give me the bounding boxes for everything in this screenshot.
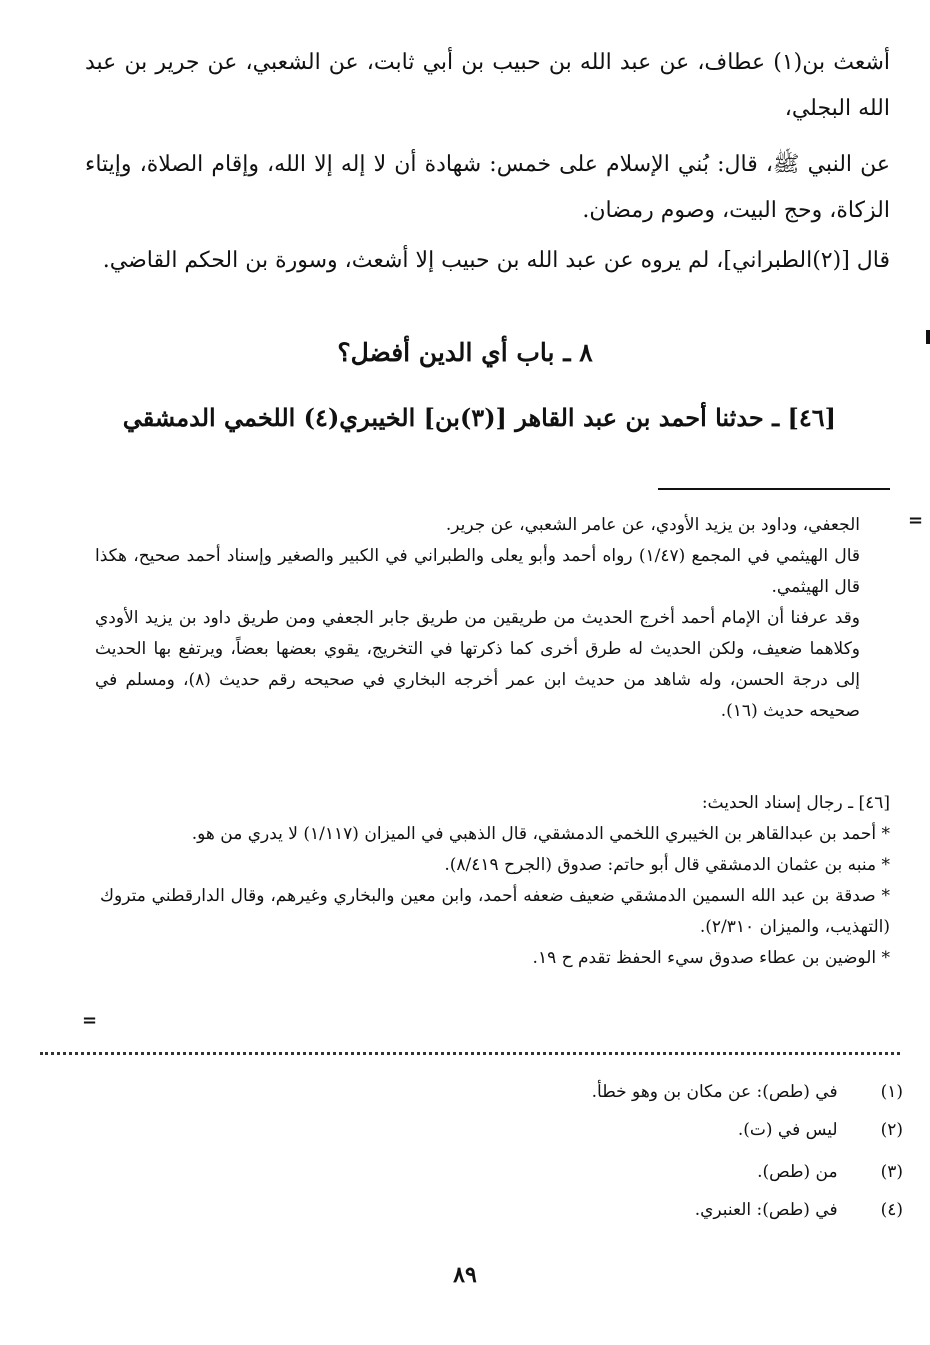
continuation-marker: = bbox=[908, 510, 924, 531]
main-paragraph-3: قال [(٢)الطبراني]، لم يروه عن عبد الله بن حبيب إلا أشعث، وسورة بن الحكم القاضي. bbox=[102, 248, 890, 273]
footnote-number: (٢) bbox=[880, 1120, 903, 1140]
footnote bbox=[303, 1120, 903, 1140]
footnote-text: في (طص): العنبري. bbox=[694, 1200, 838, 1220]
hadith-opening: [٤٦] ـ حدثنا أحمد بن عبد القاهر [(٣)بن] الخيبري(٤) اللخمي الدمشقي bbox=[122, 403, 836, 432]
narrator-item: * الوضين بن عطاء صدوق سيء الحفظ تقدم ح ١٩. bbox=[532, 948, 890, 968]
narrator-item: * أحمد بن عبدالقاهر بن الخيبري اللخمي الدمشقي، قال الذهبي في الميزان (١/١١٧) لا يدري من هو. bbox=[191, 824, 890, 844]
commentary-block bbox=[95, 510, 860, 727]
footnote-text: من (طص). bbox=[757, 1162, 838, 1182]
footnote-number: (٣) bbox=[880, 1162, 903, 1182]
commentary-line: وقد عرفنا أن الإمام أحمد أخرج الحديث من طريقين من طريق جابر الجعفي ومن طريق داود بن يزيد الأودي وكلاهما ضعيف، ولكن الحديث له طرق أخرى كما ذكرتها في التخريج، يقوي بعضها بعضاً، ويرتفع بها الحديث إلى درجة الحسن، وله شاهد من حديث ابن عمر أخرجه البخاري في صحيحه رقم حديث (٨)، ومسلم في صحيحه حديث (١٦). bbox=[95, 608, 860, 721]
page-number: ٨٩ bbox=[453, 1262, 477, 1288]
continuation-marker: = bbox=[82, 1010, 98, 1031]
footnote-text: في (طص): عن مكان بن وهو خطأ. bbox=[591, 1082, 838, 1102]
footnote bbox=[303, 1200, 903, 1220]
footnote-divider bbox=[40, 1052, 900, 1055]
commentary-line: قال الهيثمي في المجمع (١/٤٧) رواه أحمد وأبو يعلى والطبراني في الكبير والصغير وإسناد أحمد صحيح، هكذا قال الهيثمي. bbox=[95, 546, 860, 597]
footnote-number: (٤) bbox=[880, 1200, 903, 1220]
chapter-heading: ٨ ـ باب أي الدين أفضل؟ bbox=[337, 338, 593, 367]
footnote-number: (١) bbox=[880, 1082, 903, 1102]
narrators-block bbox=[100, 788, 890, 974]
narrator-item: * صدقة بن عبد الله السمين الدمشقي ضعيف ضعفه أحمد، وابن معين والبخاري وغيرهم، وقال الدارقطني متروك (التهذيب، والميزان ٢/٣١٠). bbox=[100, 886, 890, 937]
footnote bbox=[303, 1162, 903, 1182]
footnote-text: ليس في (ت). bbox=[737, 1120, 838, 1140]
footnote bbox=[303, 1082, 903, 1102]
narrators-title: [٤٦] ـ رجال إسناد الحديث: bbox=[701, 793, 890, 813]
main-paragraph-1: أشعث بن(١) عطاف، عن عبد الله بن حبيب بن أبي ثابت، عن الشعبي، عن جرير بن عبد الله البجلي، bbox=[85, 50, 890, 121]
main-paragraph-2: عن النبي ﷺ، قال: بُني الإسلام على خمس: شهادة أن لا إله إلا الله، وإقام الصلاة، وإيتاء الزكاة، وحج البيت، وصوم رمضان. bbox=[85, 152, 890, 223]
footnote-separator bbox=[658, 488, 890, 490]
commentary-line: الجعفي، وداود بن يزيد الأودي، عن عامر الشعبي، عن جرير. bbox=[445, 515, 860, 535]
narrator-item: * منبه بن عثمان الدمشقي قال أبو حاتم: صدوق (الجرح ٨/٤١٩). bbox=[444, 855, 890, 875]
